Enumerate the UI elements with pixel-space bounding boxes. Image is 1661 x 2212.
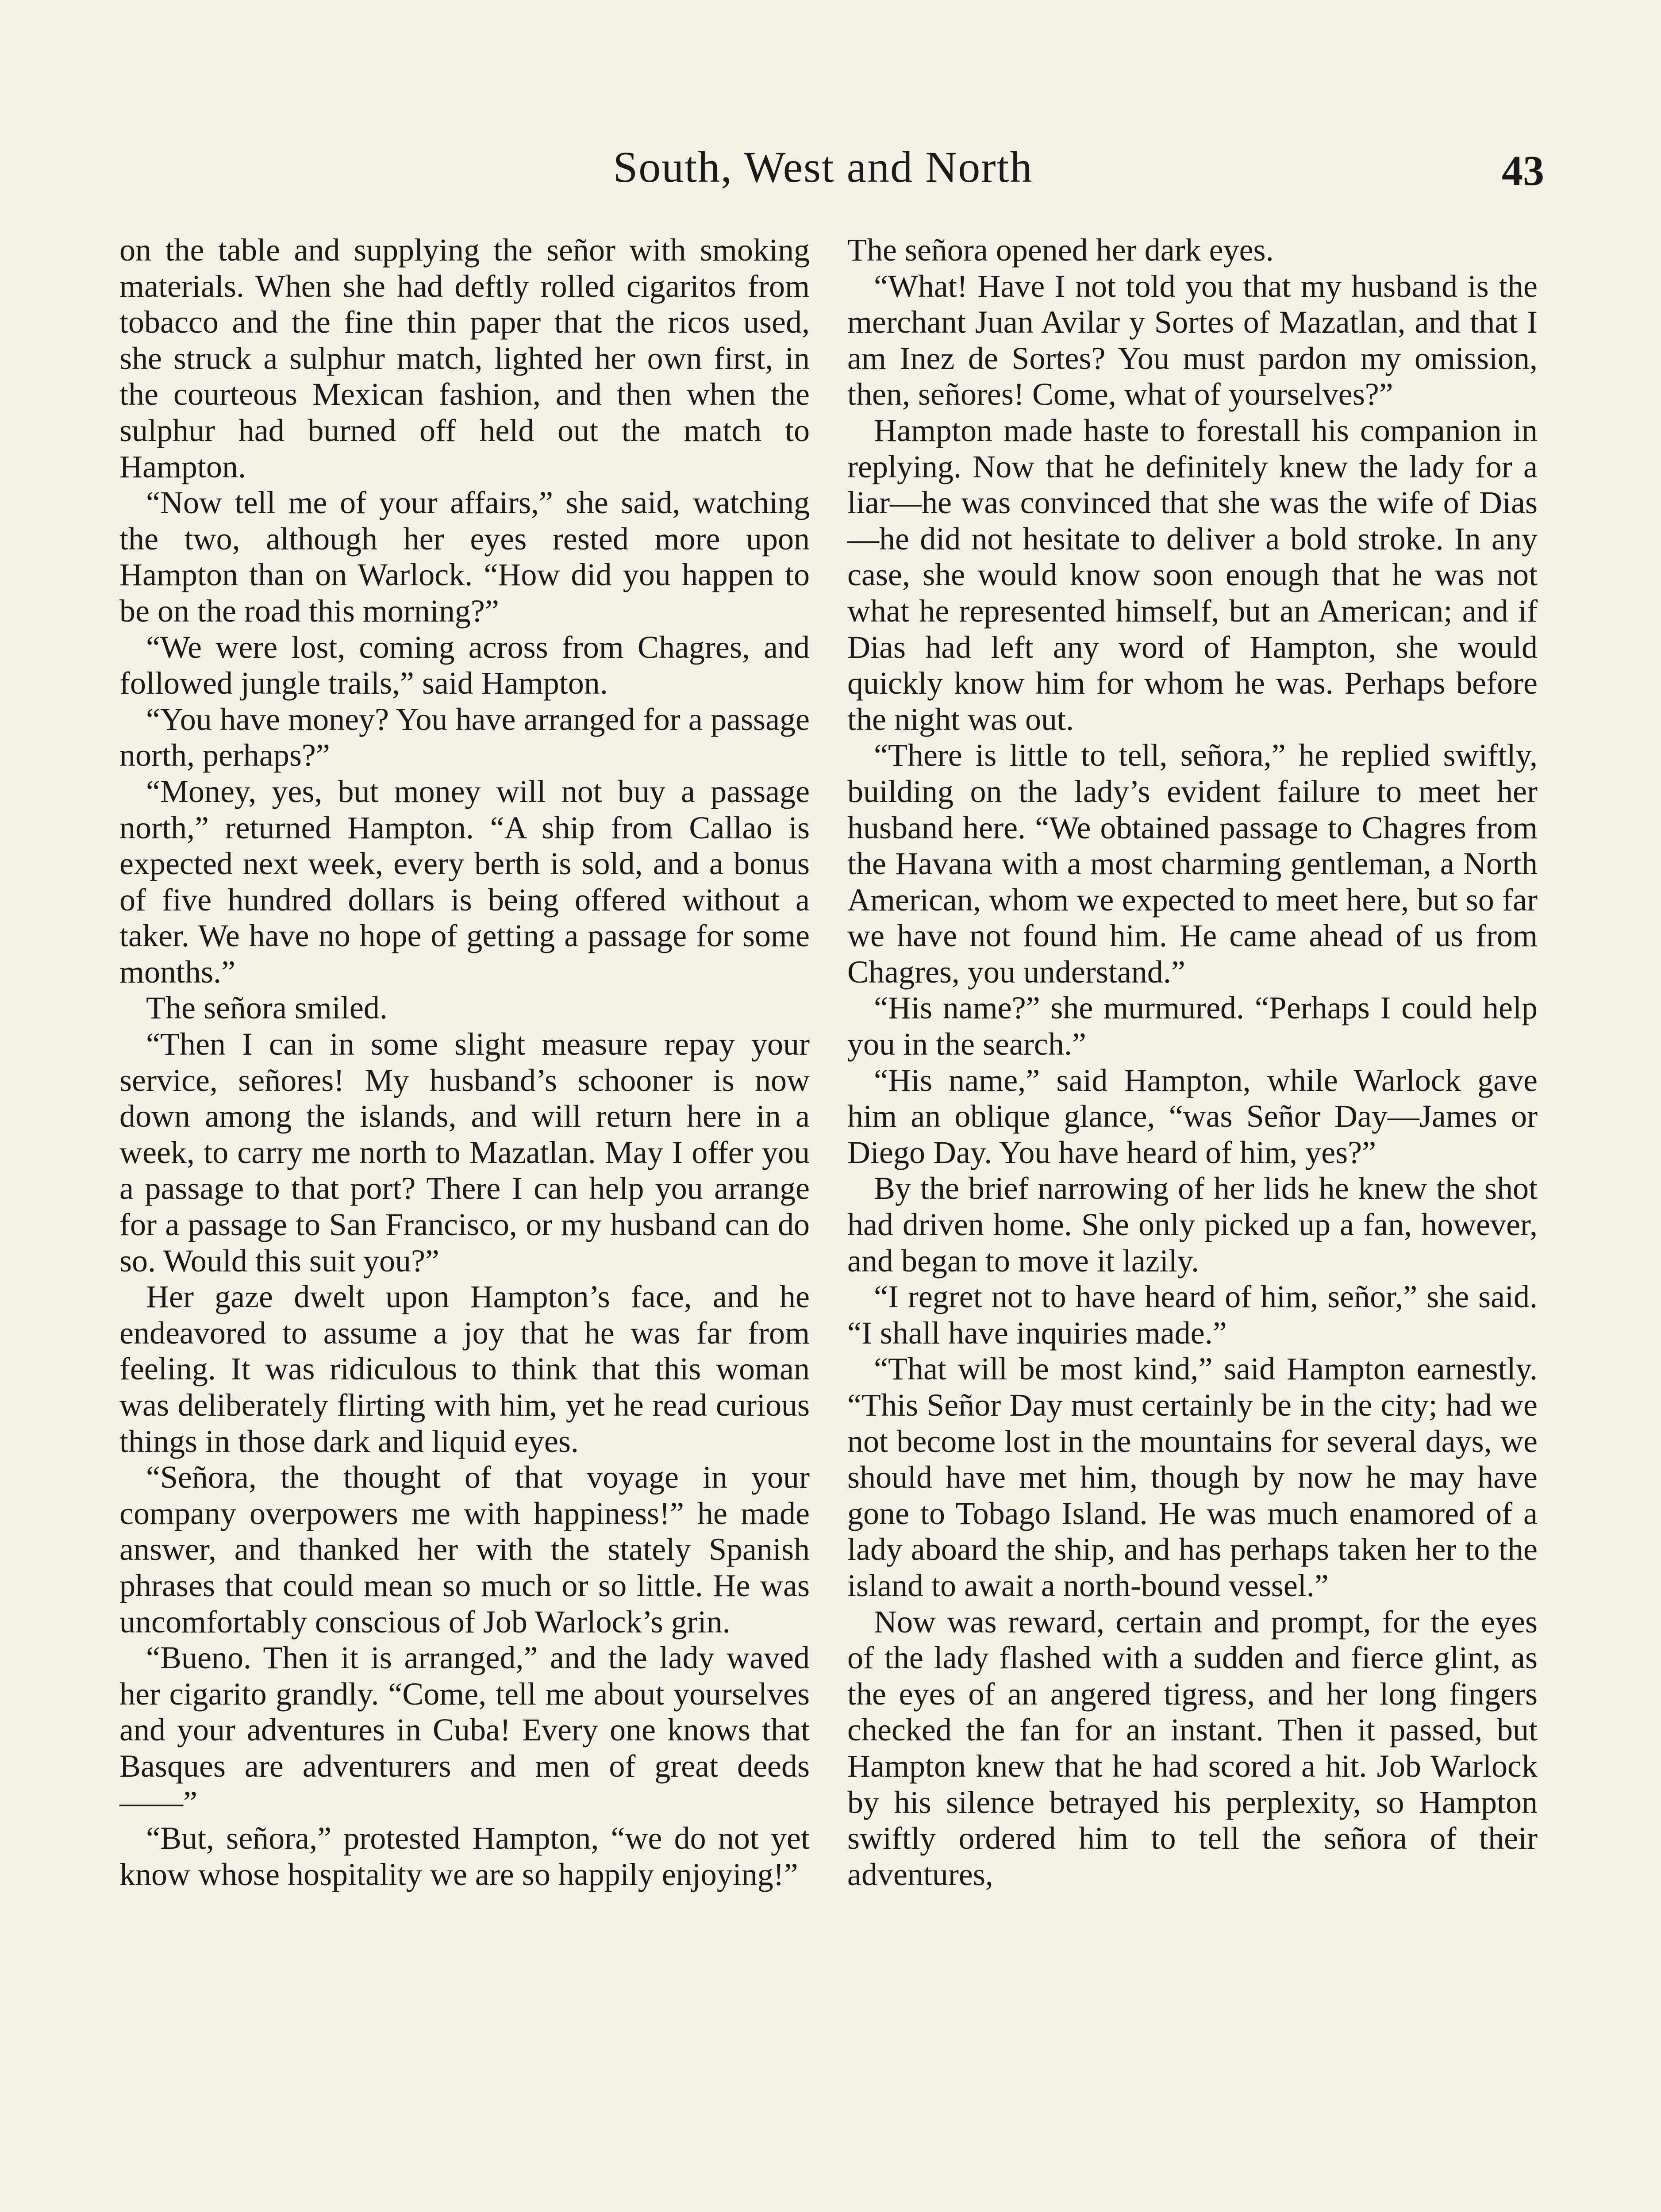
paragraph: “We were lost, coming across from Chagres, and followed jungle trails,” said Hampton. (119, 629, 810, 701)
paragraph: “But, señora,” protested Hampton, “we do not yet know whose hospitality we are so happily enjoying!” (119, 1820, 810, 1892)
paragraph: The señora smiled. (146, 990, 388, 1026)
paragraph: “His name,” said Hampton, while Warlock gave him an oblique glance, “was Señor Day—James or Diego Day. You have heard of him, yes?” (847, 1062, 1538, 1170)
paragraph: “Señora, the thought of that voyage in your company overpowers me with happiness!” he made answer, and thanked her with the stately Spanish phrases that could mean so much or so little. He was uncomfortably conscious of Job Warlock’s grin. (119, 1459, 810, 1640)
paragraph: “Bueno. Then it is arranged,” and the lady waved her cigarito grandly. “Come, tell me about yourselves and your adventures in Cuba! Every one knows that Basques are adventurers and men of great deeds——” (119, 1640, 810, 1820)
paragraph: Her gaze dwelt upon Hampton’s face, and he endeavored to assume a joy that he was far from feeling. It was ridiculous to think that this woman was deliberately flirting with him, yet he read curious things in those dark and liquid eyes. (119, 1279, 810, 1459)
paragraph: Now was reward, certain and prompt, for the eyes of the lady flashed with a sudden and fierce glint, as the eyes of an angered tigress, and her long fingers checked the fan for an instant. Then it passed, but Hampton knew that he had scored a hit. Job Warlock by his silence betrayed his perplexity, so Hampton swiftly ordered him to tell the señora of their adventures, (847, 1604, 1538, 1892)
right-column (847, 232, 1538, 1893)
paragraph: “His name?” she murmured. “Perhaps I could help you in the search.” (847, 990, 1538, 1062)
left-column (119, 232, 810, 1893)
paragraph: “I regret not to have heard of him, señor,” she said. “I shall have inquiries made.” (847, 1279, 1538, 1351)
paragraph: “What! Have I not told you that my husband is the merchant Juan Avilar y Sortes of Mazatlan, and that I am Inez de Sortes? You must pardon my omission, then, señores! Come, what of yourselves?” (847, 268, 1538, 412)
paragraph: By the brief narrowing of her lids he knew the shot had driven home. She only picked up a fan, however, and began to move it lazily. (847, 1171, 1538, 1279)
running-title: South, West and North (613, 142, 1033, 192)
paragraph: “You have money? You have arranged for a passage north, perhaps?” (119, 701, 810, 773)
paragraph: “Money, yes, but money will not buy a passage north,” returned Hampton. “A ship from Callao is expected next week, every berth is sold, and a bonus of five hundred dollars is being offered without a taker. We have no hope of getting a passage for some months.” (119, 773, 810, 990)
page-number: 43 (1502, 147, 1544, 194)
page-header (119, 133, 1544, 199)
paragraph: “There is little to tell, señora,” he replied swiftly, building on the lady’s evident failure to meet her husband here. “We obtained passage to Chagres from the Havana with a most charming gentleman, a North American, whom we expected to meet here, but so far we have not found him. He came ahead of us from Chagres, you understand.” (847, 737, 1538, 990)
paragraph: “Then I can in some slight measure repay your service, señores! My husband’s schooner is now down among the islands, and will return here in a week, to carry me north to Mazatlan. May I offer you a passage to that port? There I can help you arrange for a passage to San Francisco, or my husband can do so. Would this suit you?” (119, 1026, 810, 1279)
paragraph: on the table and supplying the señor with smoking materials. When she had deftly rolled cigaritos from tobacco and the fine thin paper that the ricos used, she struck a sulphur match, lighted her own first, in the courteous Mexican fashion, and then when the sulphur had burned off held out the match to Hampton. (119, 232, 810, 484)
paragraph: The señora opened her dark eyes. (847, 232, 1274, 268)
paragraph: “Now tell me of your affairs,” she said, watching the two, although her eyes rested more upon Hampton than on Warlock. “How did you happen to be on the road this morning?” (119, 485, 810, 629)
paragraph: “That will be most kind,” said Hampton earnestly. “This Señor Day must certainly be in the city; had we not become lost in the mountains for several days, we should have met him, though by now he may have gone to Tobago Island. He was much enamored of a lady aboard the ship, and has perhaps taken her to the island to await a north-bound vessel.” (847, 1351, 1538, 1603)
paragraph: Hampton made haste to forestall his companion in replying. Now that he definitely knew the lady for a liar—he was convinced that she was the wife of Dias—he did not hesitate to deliver a bold stroke. In any case, she would know soon enough that he was not what he represented himself, but an American; and if Dias had left any word of Hampton, she would quickly know him for whom he was. Perhaps before the night was out. (847, 412, 1538, 737)
